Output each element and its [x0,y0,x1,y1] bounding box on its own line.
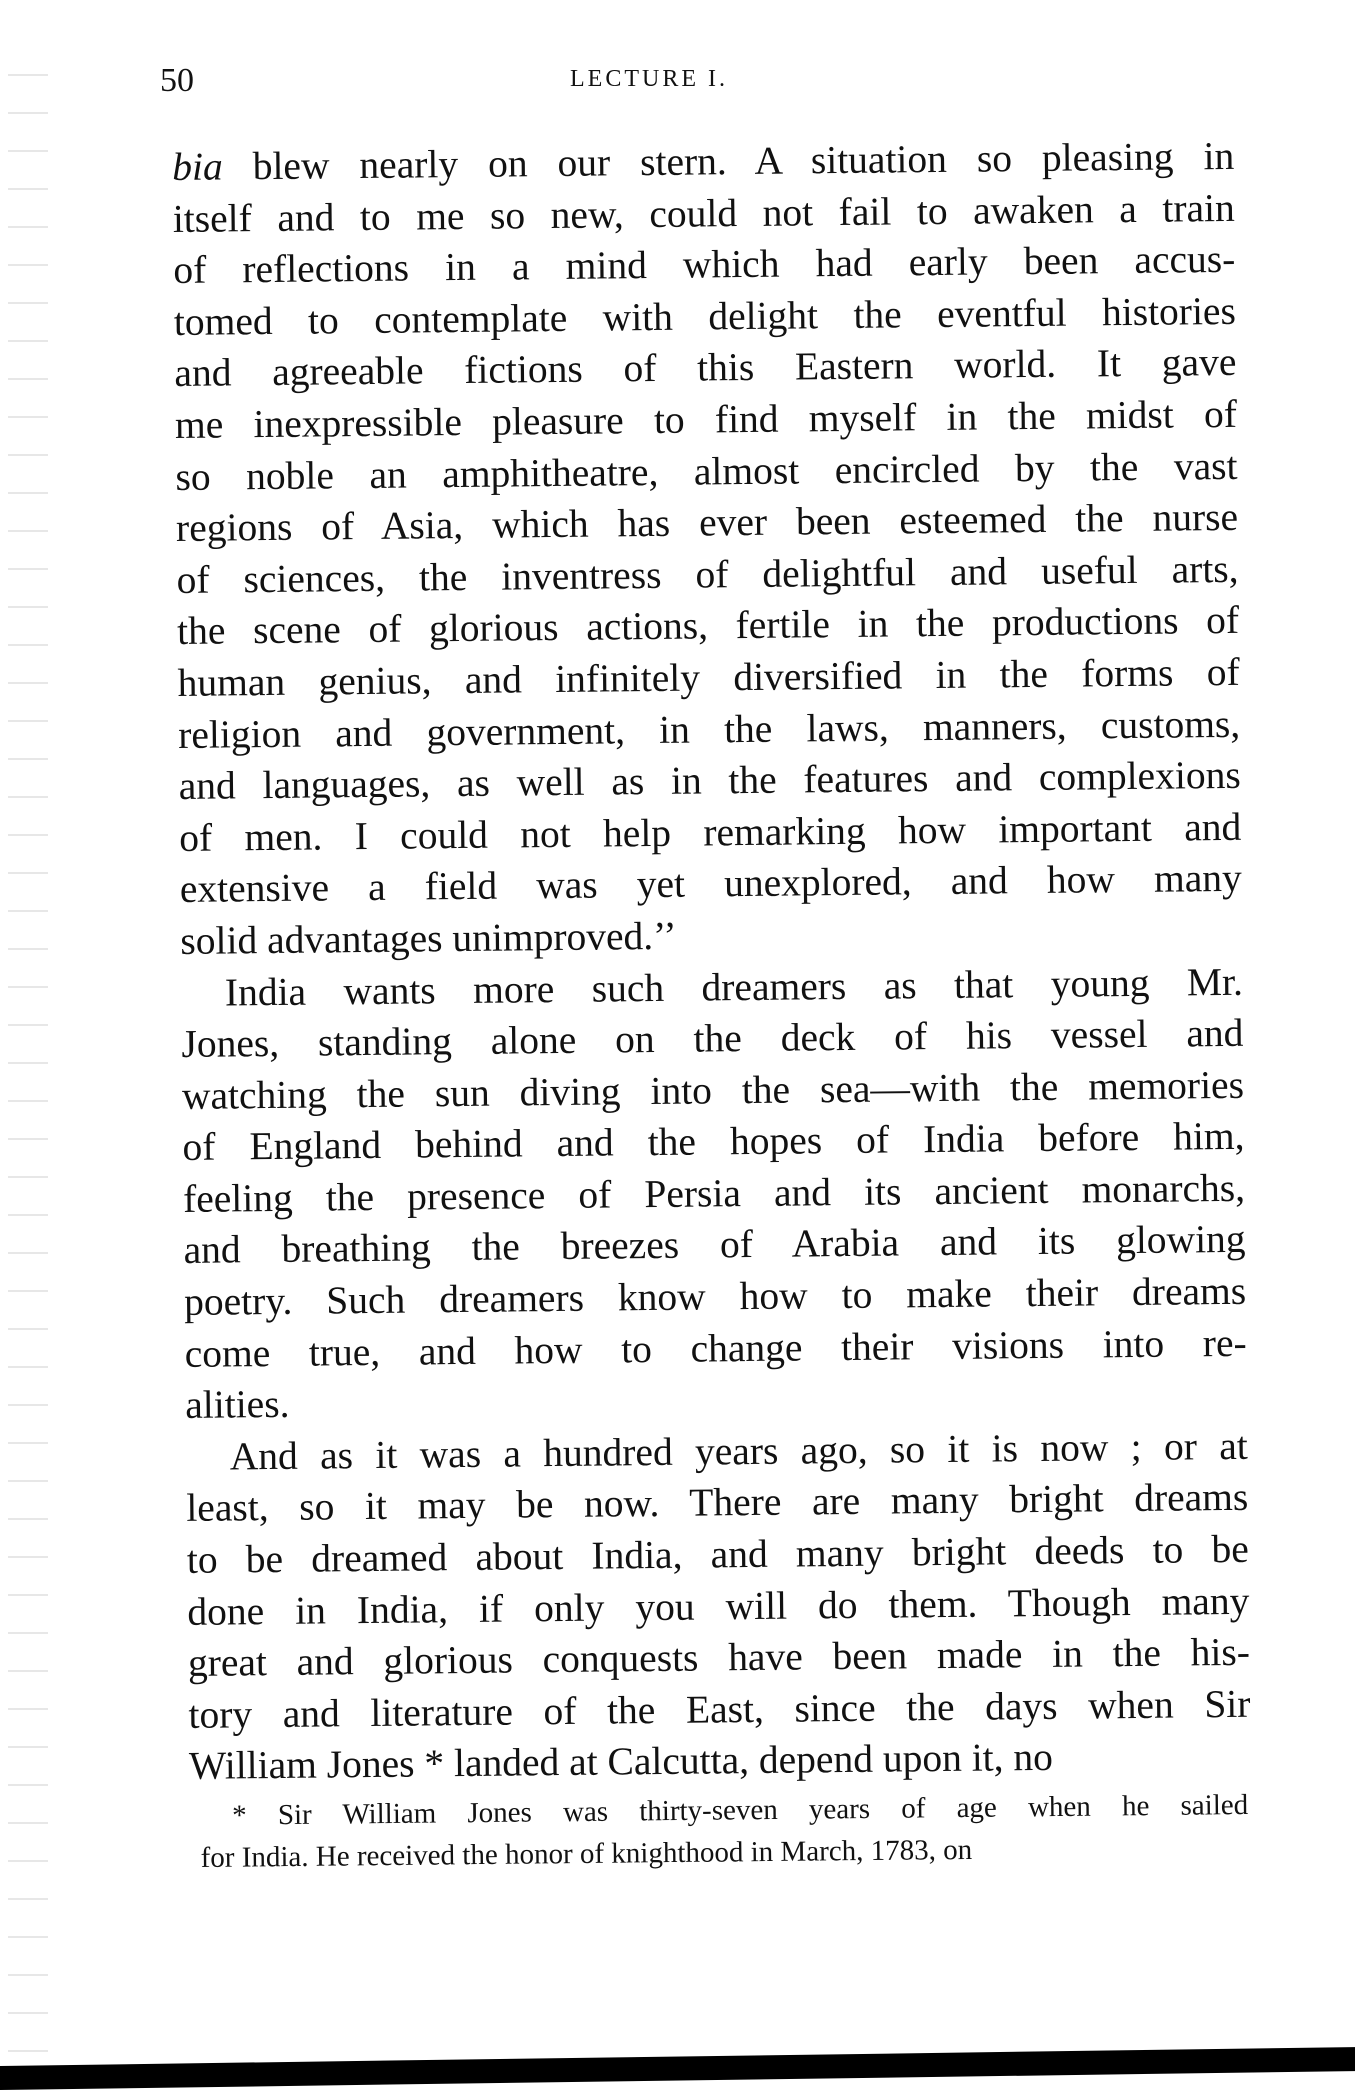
text-line: tory and literature of the East, since the days when Sir [188,1681,1251,1737]
text-line: poetry. Such dreamers know how to make their dreams [183,1268,1247,1324]
text-line: great and glorious conquests have been made in the his- [187,1630,1251,1686]
text-line: of men. I could not help remarking how important and [179,804,1242,860]
text-line: least, so it may be now. There are many bright dreams [186,1475,1249,1531]
scan-bottom-edge [0,2046,1355,2090]
text-line: for India. He received the honor of knighthood in March, 1783, on [200,1833,973,1874]
text-line: and agreeable fictions of this Eastern world. It gave [174,340,1237,396]
text-line: the scene of glorious actions, fertile in the productions of [176,598,1240,654]
text-line: so noble an amphitheatre, almost encircled by the vast [175,443,1238,499]
text-line: William Jones * landed at Calcutta, depend upon it, no [188,1735,1054,1789]
text-line: regions of Asia, which has ever been esteemed the nurse [175,495,1239,551]
page-number: 50 [160,62,194,99]
text-line: religion and government, in the laws, manners, customs, [177,701,1241,757]
text-line: * Sir William Jones was thirty-seven years of age when he sailed [232,1789,1249,1832]
text-line: done in India, if only you will do them. Though many [187,1578,1250,1634]
paragraph-2 [181,956,1248,1431]
text-line: And as it was a hundred years ago, so it is now ; or at [229,1423,1248,1479]
text-line: of England behind and the hopes of India before him, [182,1114,1245,1170]
binding-gutter-shadow [8,60,48,2060]
footnote [200,1784,1249,1879]
text-line: to be dreamed about India, and many bright deeds to be [186,1526,1250,1582]
text-line: and languages, as well as in the features and complexions [178,752,1241,809]
text-line: alities. [184,1382,290,1428]
text-line: itself and to me so new, could not fail to awaken a train [172,185,1235,241]
text-line: human genius, and infinitely diversified in the forms of [177,649,1240,705]
text-line: of sciences, the inventress of delightful and useful arts, [176,546,1239,602]
text-line: extensive a field was yet unexplored, and how many [179,856,1242,912]
running-head: LECTURE I. [570,66,728,92]
text-line: Jones, standing alone on the deck of his vessel and [181,1010,1244,1067]
text-line: feeling the presence of Persia and its ancient monarchs, [182,1165,1246,1221]
text-line: and breathing the breezes of Arabia and its glowing [183,1217,1246,1273]
italic-fragment: bia [172,144,223,189]
page-header [160,62,1240,102]
text-line: India wants more such dreamers as that young Mr. [224,959,1244,1014]
text-line: bia blew nearly on our stern. A situation so pleasing in [172,133,1235,189]
text-line: me inexpressible pleasure to find myself in the midst of [174,391,1238,447]
paragraph-1 [172,131,1243,968]
body-text [172,131,1251,1793]
paragraph-3 [186,1421,1252,1793]
text-line: watching the sun diving into the sea—with the memories [181,1062,1245,1118]
text-line: solid advantages unimproved.’’ [180,913,677,963]
text-line: come true, and how to change their visions into re- [184,1320,1247,1376]
text-line: of reflections in a mind which had early been accus- [173,237,1236,293]
text-line: tomed to contemplate with delight the eventful histories [173,288,1237,344]
